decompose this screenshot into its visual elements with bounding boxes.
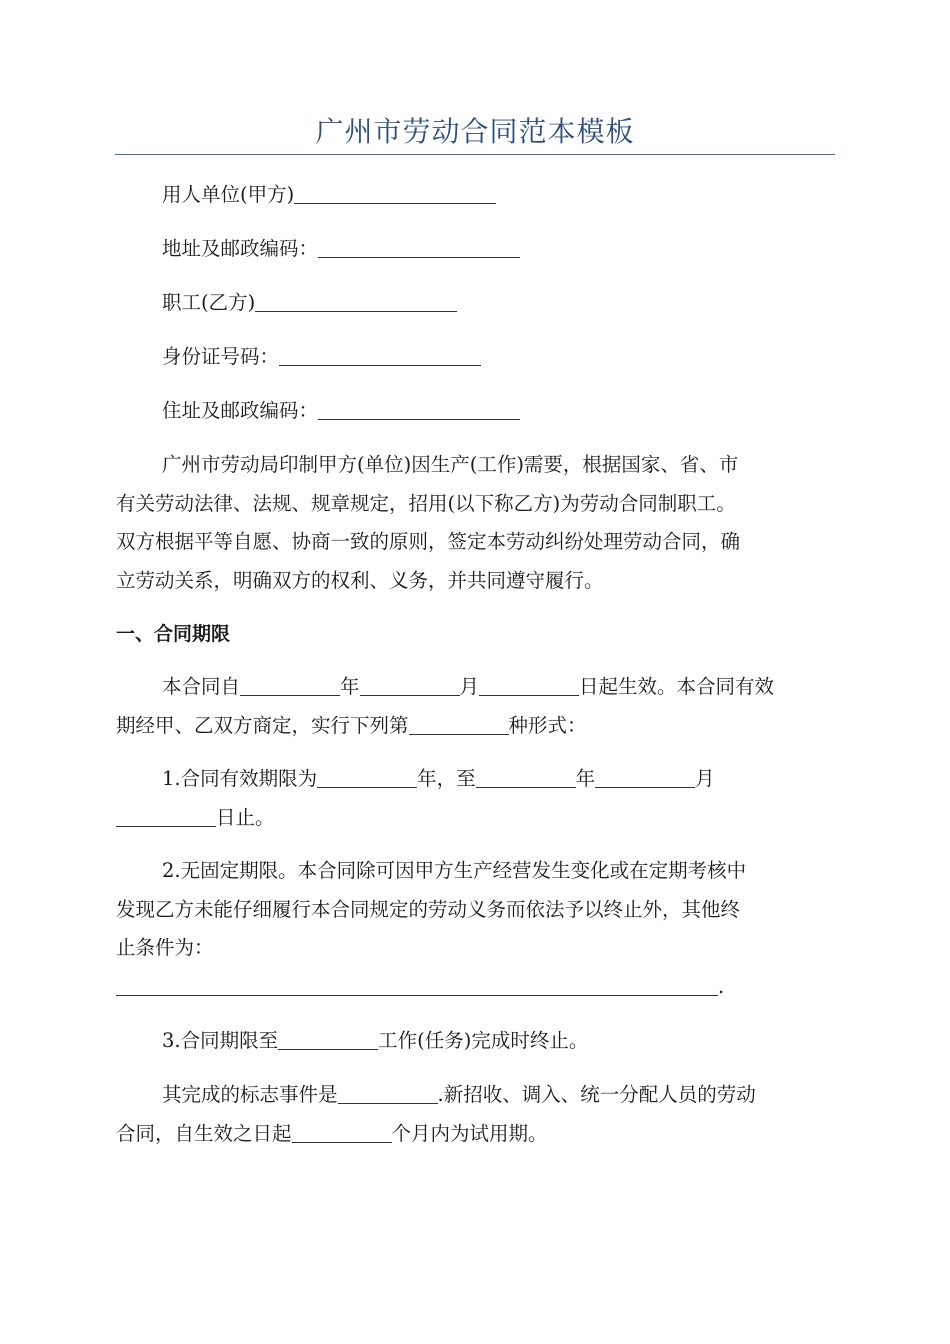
term-paragraph — [116, 668, 832, 745]
employee-address-blank[interactable] — [318, 399, 520, 420]
text-segment: .新招收、调入、统一分配人员的劳动 — [437, 1083, 756, 1106]
item-2-line — [116, 968, 832, 1007]
text-segment: 工作(任务)完成时终止。 — [378, 1029, 589, 1052]
text-segment: 合同，自生效之日起 — [116, 1121, 292, 1145]
start-month-blank[interactable] — [360, 675, 460, 696]
text-segment: 年，至 — [417, 767, 476, 790]
employee-blank[interactable] — [255, 291, 457, 312]
field-employer-label: 用人单位(甲方) — [162, 183, 295, 206]
field-id-number — [162, 343, 481, 371]
intro-line: 有关劳动法律、法规、规章规定，招用(以下称乙方)为劳动合同制职工。 — [116, 491, 736, 515]
text-segment: . — [718, 974, 725, 998]
probation-line — [116, 1115, 832, 1154]
text-segment: 个月内为试用期。 — [391, 1121, 548, 1145]
intro-line: 立劳动关系，明确双方的权利、义务，并共同遵守履行。 — [116, 568, 604, 592]
employer-address-blank[interactable] — [318, 237, 520, 258]
probation-months-blank[interactable] — [292, 1122, 392, 1143]
end-month-blank[interactable] — [595, 767, 695, 788]
item-2-line: 2.无固定期限。本合同除可因甲方生产经营发生变化或在定期考核中 — [162, 859, 747, 882]
item-2-line: 发现乙方未能仔细履行本合同规定的劳动义务而依法予以终止外，其他终 — [116, 897, 741, 921]
intro-line: 双方根据平等自愿、协商一致的原则，签定本劳动纠纷处理劳动合同，确 — [116, 530, 741, 553]
document-title: 广州市劳动合同范本模板 — [315, 115, 635, 148]
item-3-paragraph — [116, 1022, 832, 1061]
item-1-line — [116, 760, 832, 799]
field-employer-address-label: 地址及邮政编码： — [162, 237, 319, 260]
duration-years-blank[interactable] — [317, 767, 417, 788]
text-segment: 年 — [340, 675, 360, 698]
probation-paragraph — [116, 1076, 832, 1153]
text-segment: 期经甲、乙双方商定，实行下列第 — [116, 713, 409, 737]
title-underline — [115, 154, 835, 155]
field-id-number-label: 身份证号码： — [162, 345, 280, 368]
probation-line — [116, 1076, 832, 1115]
start-year-blank[interactable] — [240, 675, 340, 696]
text-segment: 日起生效。本合同有效 — [579, 675, 775, 698]
completion-event-blank[interactable] — [338, 1083, 438, 1104]
text-segment: 月 — [459, 675, 480, 698]
text-segment: 月 — [695, 767, 715, 790]
item-2-line: 止条件为： — [116, 936, 214, 959]
field-employer — [162, 181, 496, 209]
item-2-paragraph — [116, 852, 832, 1006]
id-number-blank[interactable] — [279, 345, 481, 366]
text-segment: 日止。 — [216, 805, 275, 829]
start-day-blank[interactable] — [479, 675, 579, 696]
text-segment: 其完成的标志事件是 — [162, 1083, 338, 1106]
item-1-paragraph — [116, 760, 832, 837]
item-1-line — [116, 799, 832, 838]
intro-line: 广州市劳动局印制甲方(单位)因生产(工作)需要，根据国家、省、市 — [162, 453, 739, 476]
field-employee-label: 职工(乙方) — [162, 291, 256, 314]
text-segment: 1.合同有效期限为 — [162, 767, 318, 790]
intro-paragraph — [116, 446, 832, 600]
end-day-blank[interactable] — [116, 806, 216, 827]
field-employee — [162, 289, 457, 317]
text-segment: 种形式： — [508, 713, 587, 737]
end-year-blank[interactable] — [476, 767, 576, 788]
term-line — [116, 707, 832, 746]
section-heading: 一、合同期限 — [116, 623, 231, 645]
item-3-line — [116, 1022, 832, 1061]
task-blank[interactable] — [278, 1029, 378, 1050]
text-segment: 3.合同期限至 — [162, 1029, 279, 1052]
field-employee-address-label: 住址及邮政编码： — [162, 399, 319, 422]
term-line — [116, 668, 832, 707]
form-number-blank[interactable] — [409, 714, 509, 735]
employer-blank[interactable] — [294, 183, 496, 204]
text-segment: 年 — [575, 767, 596, 790]
field-employee-address — [162, 397, 520, 425]
text-segment: 本合同自 — [162, 675, 241, 698]
termination-conditions-blank[interactable] — [116, 975, 718, 996]
field-employer-address — [162, 235, 520, 263]
